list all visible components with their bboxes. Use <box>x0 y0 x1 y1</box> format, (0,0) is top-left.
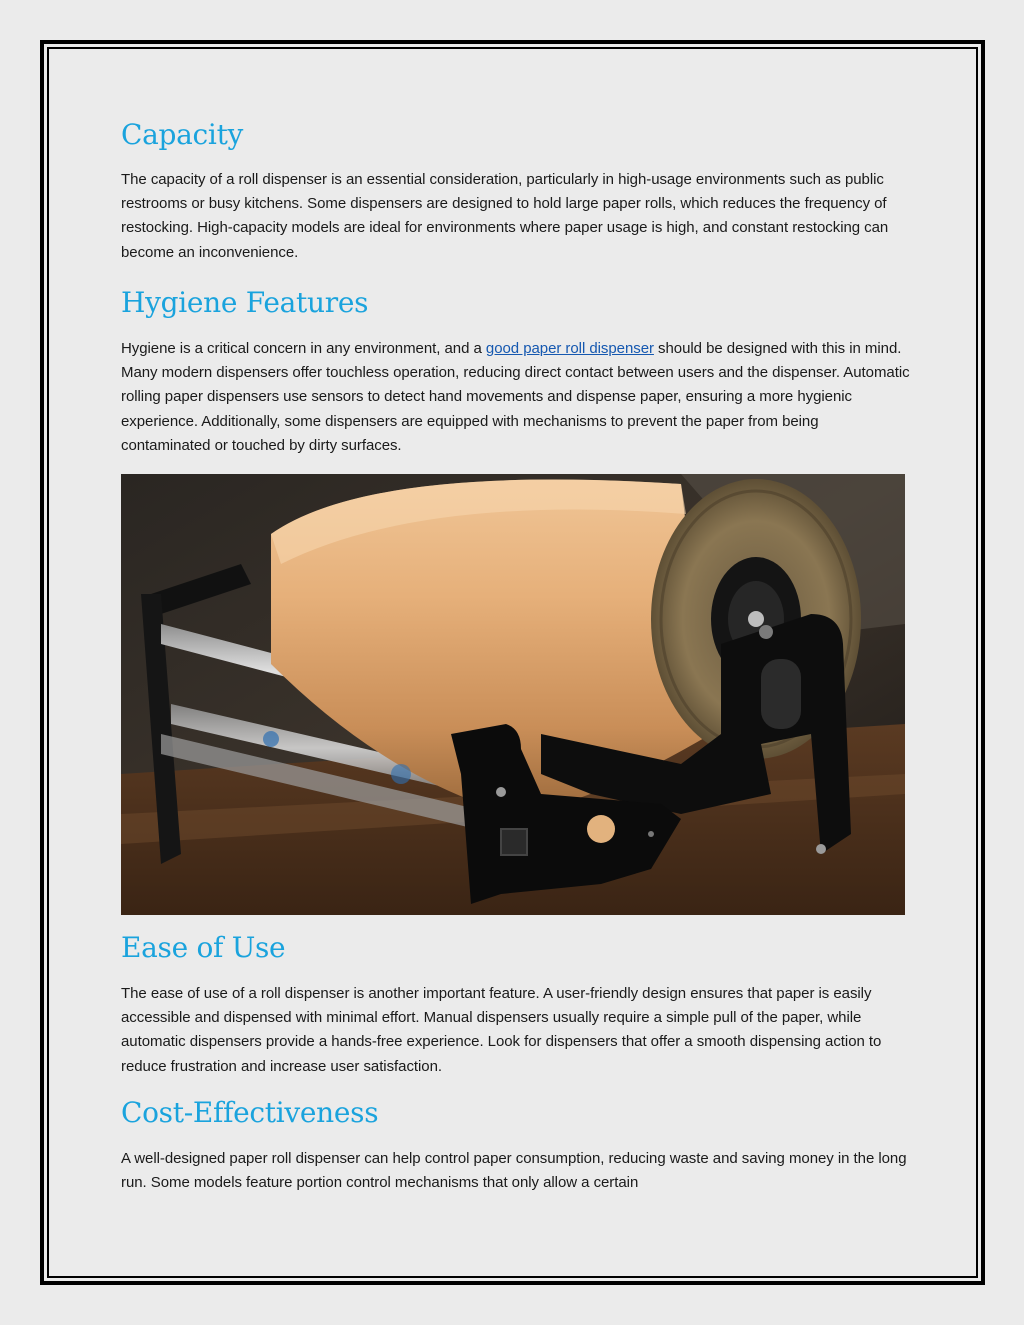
good-paper-roll-dispenser-link[interactable]: good paper roll dispenser <box>485 340 654 357</box>
hygiene-paragraph <box>121 337 911 458</box>
cost-effectiveness-section <box>121 1096 911 1195</box>
cost-effectiveness-paragraph: A well-designed paper roll dispenser can help control paper consumption, reducing waste and saving money in the long run. Some models feature portion control mechanisms that only allow a certain <box>121 1150 907 1192</box>
hygiene-text-end: should be designed with this in mind. Many modern dispensers offer touchless operation, reducing direct contact between users and the dispenser. Automatic rolling paper dispensers use sensors to detect hand movements and dispense paper, ensuring a more hygienic experience. Additionally, some dispensers are equipped with mechanisms to prevent the paper from being contaminated or touched by dirty surfaces. <box>121 340 910 454</box>
ease-of-use-section <box>121 931 911 1079</box>
ease-of-use-heading: Ease of Use <box>121 931 286 964</box>
capacity-paragraph: The capacity of a roll dispenser is an essential consideration, particularly in high-usage environments such as public restrooms or busy kitchens. Some dispensers are designed to hold large paper rolls, which reduces the frequency of restocking. High-capacity models are ideal for environments where paper usage is high, and constant restocking can become an inconvenience. <box>121 171 889 261</box>
ease-of-use-paragraph: The ease of use of a roll dispenser is another important feature. A user-friendly design ensures that paper is easily accessible and dispensed with minimal effort. Manual dispensers usually require a simple pull of the paper, while automatic dispensers provide a hands-free experience. Look for dispensers that offer a smooth dispensing action to reduce frustration and increase user satisfaction. <box>121 985 882 1075</box>
hygiene-heading: Hygiene Features <box>121 286 369 319</box>
capacity-heading: Capacity <box>121 118 244 151</box>
paper-roll-dispenser-photo <box>121 474 905 915</box>
hygiene-text-start: Hygiene is a critical concern in any environment, and a <box>121 340 486 357</box>
capacity-section <box>121 118 911 265</box>
hygiene-section <box>121 286 911 458</box>
cost-effectiveness-heading: Cost-Effectiveness <box>121 1096 379 1129</box>
